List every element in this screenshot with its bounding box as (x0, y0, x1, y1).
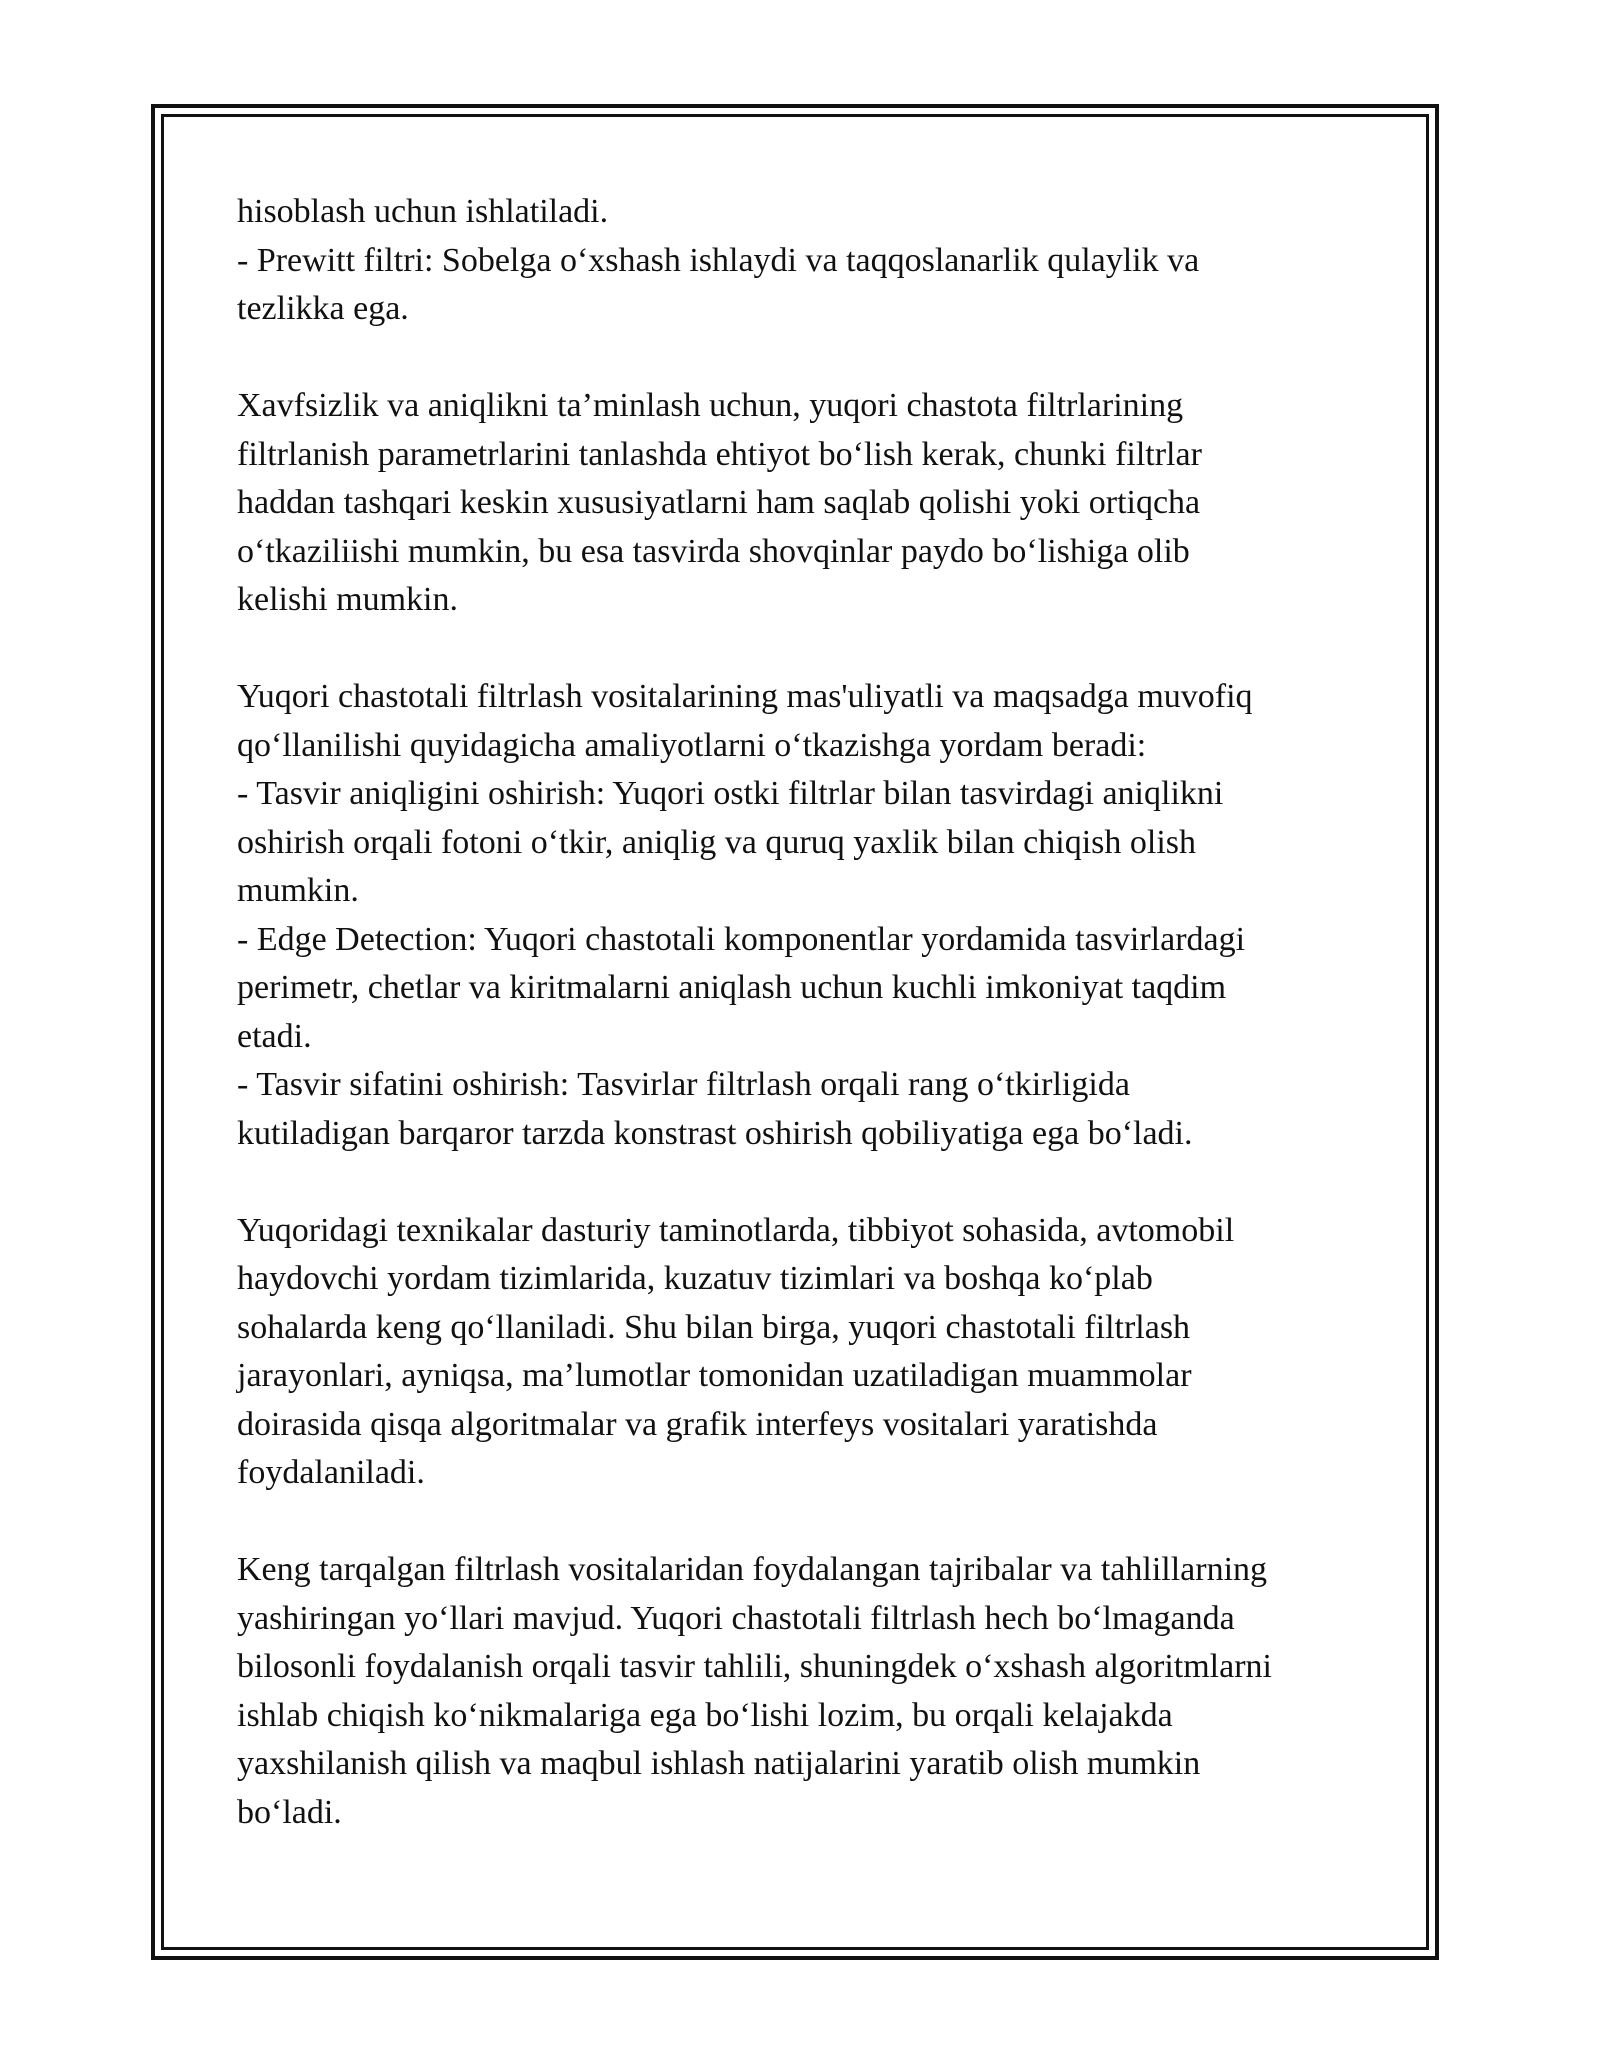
text-line: - Edge Detection: Yuqori chastotali komponentlar yordamida tasvirlardagi (237, 920, 1246, 958)
text-line: mumkin. (237, 872, 359, 909)
text-line: Xavfsizlik va aniqlikni ta’minlash uchun, yuqori chastota filtrlarining (237, 387, 1184, 424)
text-line: sohalarda keng qo‘llaniladi. Shu bilan birga, yuqori chastotali filtrlash (237, 1308, 1191, 1346)
paragraph (237, 382, 1367, 625)
text-line: o‘tkaziliishi mumkin, bu esa tasvirda shovqinlar paydo bo‘lishiga olib (237, 532, 1190, 570)
text-line: ishlab chiqish ko‘nikmalariga ega bo‘lishi lozim, bu orqali kelajakda (237, 1696, 1173, 1734)
text-line: kutiladigan barqaror tarzda konstrast oshirish qobiliyatiga ega bo‘ladi. (237, 1114, 1193, 1152)
text-line: yaxshilanish qilish va maqbul ishlash natijalarini yaratib olish mumkin (237, 1745, 1201, 1782)
text-line: haydovchi yordam tizimlarida, kuzatuv tizimlari va boshqa ko‘plab (237, 1260, 1153, 1297)
text-line: - Tasvir sifatini oshirish: Tasvirlar filtrlash orqali rang o‘tkirligida (237, 1066, 1130, 1103)
text-line: Yuqoridagi texnikalar dasturiy taminotlarda, tibbiyot sohasida, avtomobil (237, 1211, 1235, 1249)
text-line: bo‘ladi. (237, 1793, 342, 1831)
text-line: foydalaniladi. (237, 1454, 425, 1491)
paragraph (237, 1546, 1367, 1837)
text-line: jarayonlari, ayniqsa, ma’lumotlar tomonidan uzatiladigan muammolar (237, 1357, 1192, 1394)
paragraph (237, 1207, 1367, 1498)
text-line: filtrlanish parametrlarini tanlashda ehtiyot bo‘lish kerak, chunki filtrlar (237, 435, 1202, 473)
text-line: doirasida qisqa algoritmalar va grafik interfeys vositalari yaratishda (237, 1405, 1158, 1443)
paragraph (237, 188, 1367, 334)
text-line: hisoblash uchun ishlatiladi. (237, 193, 609, 230)
text-line: perimetr, chetlar va kiritmalarni aniqlash uchun kuchli imkoniyat taqdim (237, 969, 1227, 1006)
text-line: oshirish orqali fotoni o‘tkir, aniqlig va quruq yaxlik bilan chiqish olish (237, 823, 1197, 861)
text-line: bilosonli foydalanish orqali tasvir tahlili, shuningdek o‘xshash algoritmlarni (237, 1648, 1272, 1685)
text-line: - Prewitt filtri: Sobelga o‘xshash ishlaydi va taqqoslanarlik qulaylik va (237, 241, 1200, 279)
text-line: Keng tarqalgan filtrlash vositalaridan foydalangan tajribalar va tahlillarning (237, 1551, 1268, 1588)
text-line: yashiringan yo‘llari mavjud. Yuqori chastotali filtrlash hech bo‘lmaganda (237, 1599, 1235, 1637)
text-line: - Tasvir aniqligini oshirish: Yuqori ostki filtrlar bilan tasvirdagi aniqlikni (237, 775, 1224, 812)
document-body (237, 188, 1367, 1886)
text-line: qo‘llanilishi quyidagicha amaliyotlarni o‘tkazishga yordam beradi: (237, 726, 1147, 764)
text-line: haddan tashqari keskin xususiyatlarni ham saqlab qolishi yoki ortiqcha (237, 484, 1201, 521)
text-line: tezlikka ega. (237, 290, 409, 327)
text-line: etadi. (237, 1017, 312, 1055)
text-line: kelishi mumkin. (237, 581, 458, 618)
text-line: Yuqori chastotali filtrlash vositalarining mas'uliyatli va maqsadga muvofiq (237, 678, 1253, 715)
paragraph (237, 673, 1367, 1158)
